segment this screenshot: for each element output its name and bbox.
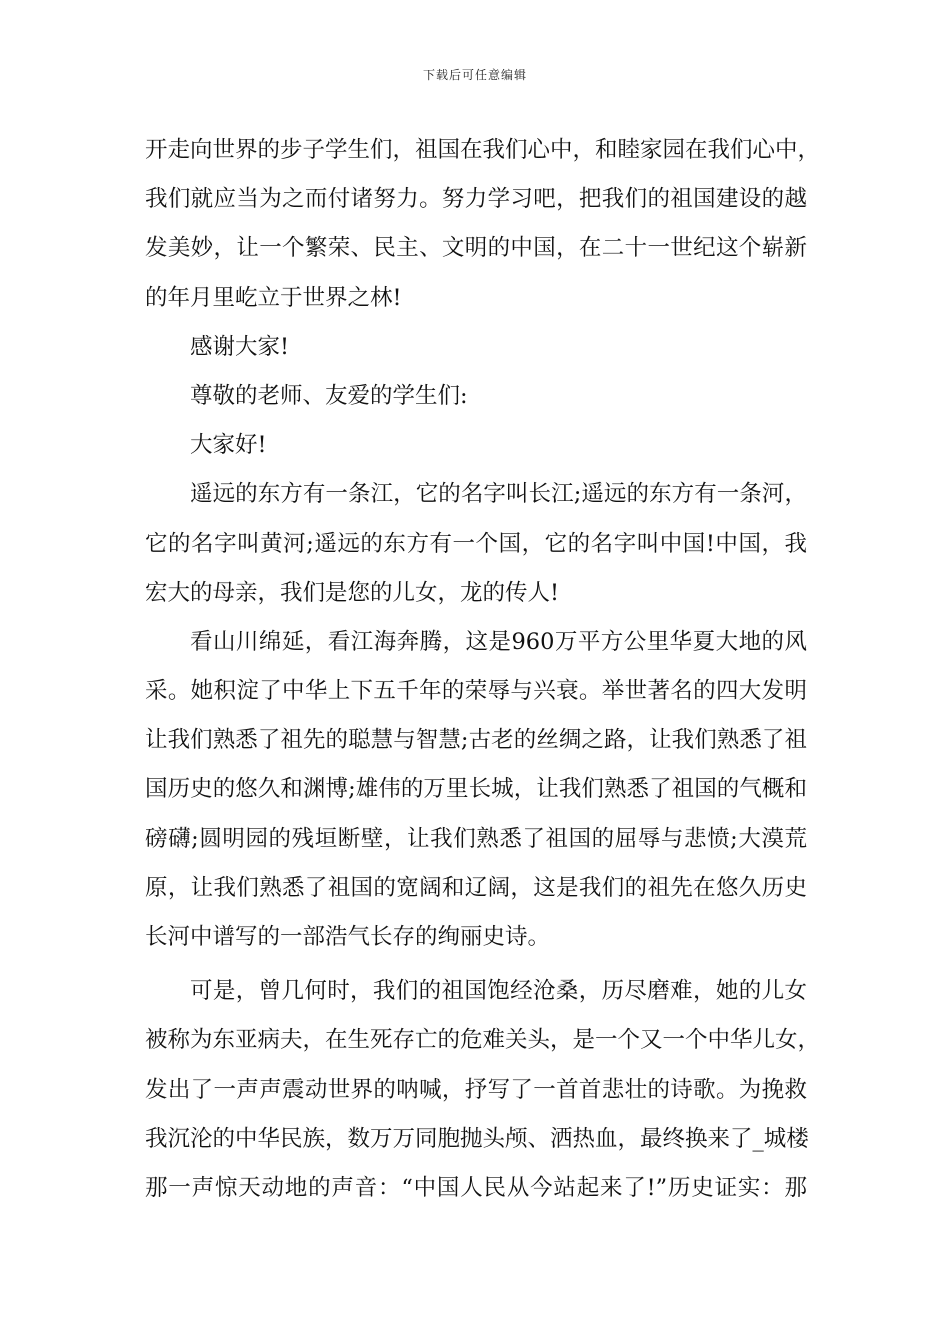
text-line: 遥远的东方有一条江，它的名字叫长江;遥远的东方有一条河， bbox=[190, 481, 807, 508]
text-line: 可是，曾几何时，我们的祖国饱经沧桑，历尽磨难，她的儿女 bbox=[190, 978, 807, 1005]
text-line: 被称为东亚病夫，在生死存亡的危难关头，是一个又一个中华儿女， bbox=[145, 1027, 821, 1054]
text-line: 它的名字叫黄河;遥远的东方有一个国，它的名字叫中国!中国，我 bbox=[145, 530, 807, 557]
text-line: 那一声惊天动地的声音：“中国人民从今站起来了!”历史证实：那 bbox=[145, 1174, 807, 1201]
text-line: 国历史的悠久和渊博;雄伟的万里长城，让我们熟悉了祖国的气概和 bbox=[145, 776, 807, 803]
text-line: 大家好! bbox=[190, 432, 267, 459]
text-line: 原，让我们熟悉了祖国的宽阔和辽阔，这是我们的祖先在悠久历史 bbox=[145, 874, 807, 901]
text-line: 看山川绵延，看江海奔腾，这是960万平方公里华夏大地的风 bbox=[190, 628, 807, 655]
text-line: 宏大的母亲，我们是您的儿女，龙的传人! bbox=[145, 579, 560, 606]
text-line: 我们就应当为之而付诸努力。努力学习吧，把我们的祖国建设的越 bbox=[145, 186, 807, 213]
text-line: 采。她积淀了中华上下五千年的荣辱与兴衰。举世著名的四大发明 bbox=[145, 678, 807, 705]
document-body bbox=[145, 126, 821, 1213]
page-header-note: 下载后可任意编辑 bbox=[422, 68, 527, 82]
text-line: 让我们熟悉了祖先的聪慧与智慧;古老的丝绸之路，让我们熟悉了祖 bbox=[145, 727, 807, 754]
text-line: 磅礴;圆明园的残垣断壁，让我们熟悉了祖国的屈辱与悲愤;大漠荒 bbox=[145, 825, 807, 852]
text-line: 长河中谱写的一部浩气长存的绚丽史诗。 bbox=[145, 924, 551, 950]
text-line: 发美妙，让一个繁荣、民主、文明的中国，在二十一世纪这个崭新 bbox=[145, 235, 807, 262]
text-line: 发出了一声声震动世界的呐喊，抒写了一首首悲壮的诗歌。为挽救 bbox=[145, 1076, 807, 1103]
text-line: 感谢大家! bbox=[190, 333, 290, 360]
text-line: 开走向世界的步子学生们，祖国在我们心中，和睦家园在我们心中， bbox=[145, 137, 821, 163]
text-line: 尊敬的老师、友爱的学生们: bbox=[190, 382, 468, 409]
text-line: 的年月里屹立于世界之林! bbox=[145, 284, 402, 311]
text-line: 我沉沦的中华民族，数万万同胞抛头颅、洒热血，最终换来了_城楼 bbox=[145, 1125, 809, 1152]
